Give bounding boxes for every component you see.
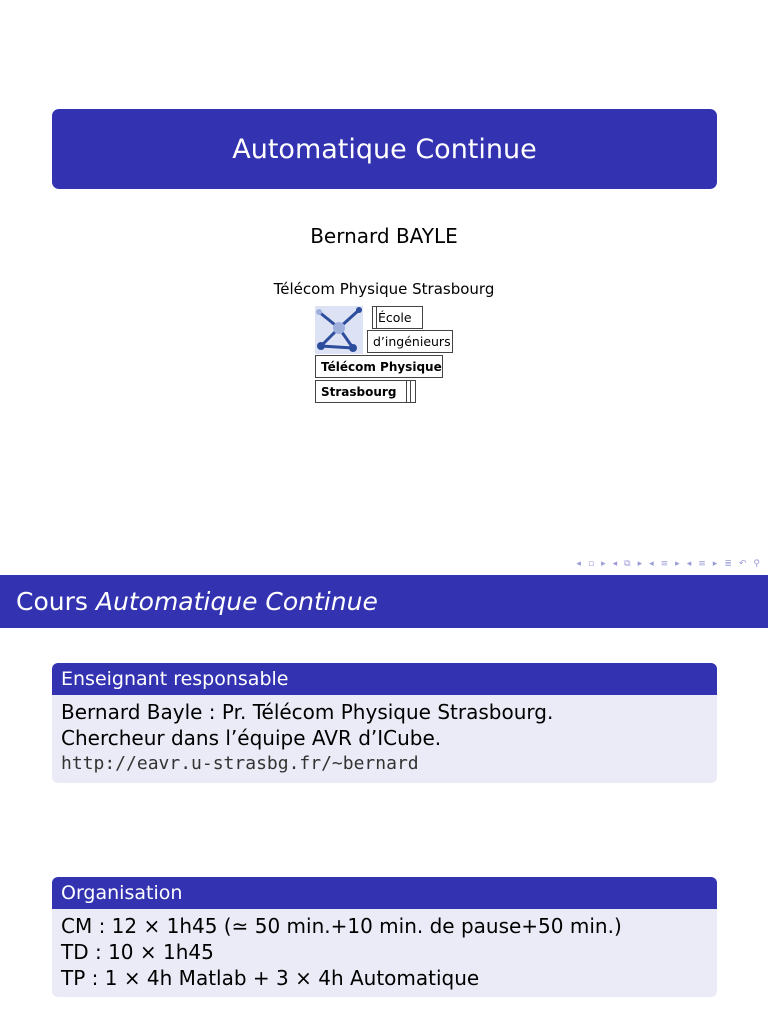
block-teacher-body: [52, 695, 717, 783]
logo-line-2: d’ingénieurs: [367, 330, 453, 353]
teacher-line-1: Bernard Bayle : Pr. Télécom Physique Strasbourg.: [61, 700, 554, 724]
logo-bar: [376, 306, 377, 329]
nav-next-frame-icon[interactable]: ▸: [637, 559, 643, 569]
nav-prev-subsection-icon[interactable]: ◂: [686, 559, 692, 569]
nav-prev-slide-icon[interactable]: ◂: [576, 559, 581, 569]
organisation-line-2: TD : 10 × 1h45: [61, 940, 214, 964]
nav-next-slide-icon[interactable]: ▸: [601, 559, 606, 569]
beamer-navigation-symbols: [576, 557, 760, 571]
logo-line-3: Télécom Physique: [315, 355, 443, 378]
frame-title-italic: Automatique Continue: [95, 587, 378, 616]
teacher-line-2: Chercheur dans l’équipe AVR d’ICube.: [61, 726, 442, 750]
institute-name: Télécom Physique Strasbourg: [273, 280, 495, 298]
network-logo-graphic: [315, 306, 363, 354]
nav-prev-section-icon[interactable]: ◂: [649, 559, 654, 569]
logo-line-1: École: [372, 306, 423, 329]
nav-back-forward-icon[interactable]: ↶: [738, 559, 747, 569]
block-organisation-title: Organisation: [52, 877, 717, 909]
title-box: [52, 109, 717, 189]
nav-slide-icon[interactable]: ▫: [587, 559, 595, 569]
nav-section-icon[interactable]: ≡: [660, 559, 669, 569]
nav-next-section-icon[interactable]: ▸: [675, 559, 680, 569]
presentation-title: Automatique Continue: [232, 133, 537, 165]
block-teacher-title: Enseignant responsable: [52, 663, 717, 695]
nav-search-icon[interactable]: ⚲: [753, 559, 760, 569]
nav-subsection-icon[interactable]: ≡: [698, 559, 706, 569]
nav-toc-icon[interactable]: ≣: [724, 559, 732, 569]
frame-title-bar: [0, 575, 768, 628]
nav-frame-icon[interactable]: ⧉: [624, 559, 631, 569]
school-logo: [315, 306, 455, 404]
block-organisation-body: [52, 909, 717, 997]
nav-prev-frame-icon[interactable]: ◂: [612, 559, 618, 569]
organisation-line-3: TP : 1 × 4h Matlab + 3 × 4h Automatique: [61, 966, 480, 990]
logo-bar: [410, 380, 411, 403]
organisation-line-1: CM : 12 × 1h45 (≃ 50 min.+10 min. de pause+50 min.): [61, 914, 622, 938]
teacher-url[interactable]: http://eavr.u-strasbg.fr/~bernard: [61, 753, 419, 774]
logo-bar: [406, 380, 407, 403]
nav-next-subsection-icon[interactable]: ▸: [712, 559, 718, 569]
block-teacher: [52, 663, 717, 783]
block-organisation: [52, 877, 717, 997]
author-name: Bernard BAYLE: [310, 224, 458, 248]
logo-line-4: Strasbourg: [315, 380, 416, 403]
frame-title-prefix: Cours: [16, 587, 88, 616]
